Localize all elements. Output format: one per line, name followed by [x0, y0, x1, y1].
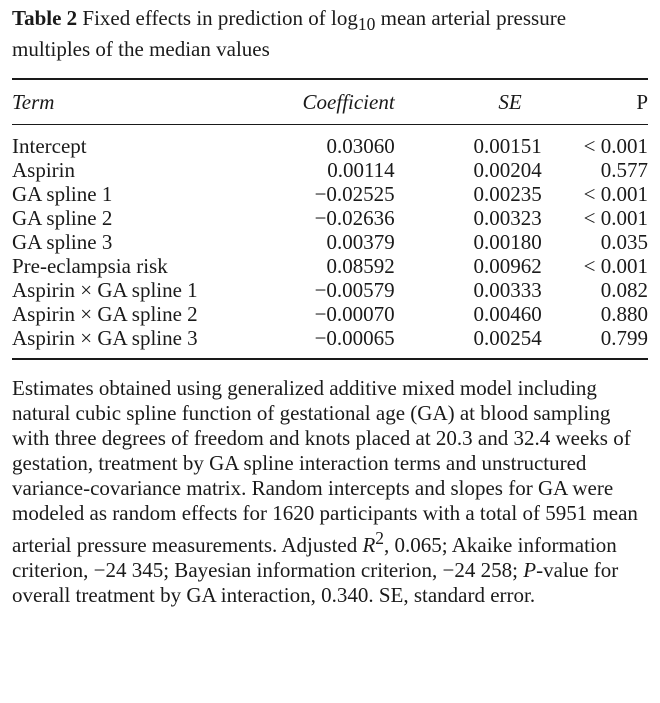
p-cell: 0.035	[600, 230, 648, 255]
table-header	[12, 80, 648, 125]
term-cell: GA spline 3	[12, 230, 113, 255]
p-cell: < 0.001	[583, 182, 648, 207]
coefficient-cell: 0.00114	[327, 158, 395, 183]
caption-text-before-sub: Fixed effects in prediction of log	[82, 6, 358, 30]
footnote-p-symbol: P	[523, 558, 537, 583]
se-cell: 0.00323	[473, 206, 542, 231]
se-cell: 0.00204	[473, 158, 542, 183]
coefficient-cell: 0.00379	[326, 230, 395, 255]
table-bottom-rule	[12, 358, 648, 360]
header-row	[12, 80, 648, 124]
table-row	[12, 254, 648, 278]
term-cell: GA spline 2	[12, 206, 113, 231]
table-row	[12, 326, 648, 358]
se-cell: 0.00180	[473, 230, 542, 255]
term-cell: Pre-eclampsia risk	[12, 254, 168, 279]
table-row	[12, 302, 648, 326]
footnote-part3: -value for overall treatment by GA interaction, 0.340. SE, standard error.	[12, 558, 619, 608]
term-cell: GA spline 1	[12, 182, 113, 207]
coefficient-cell: 0.03060	[326, 134, 395, 159]
table-caption	[12, 6, 642, 62]
table-row	[12, 158, 648, 182]
coefficient-cell: −0.00070	[314, 302, 395, 327]
table-footnote	[12, 376, 642, 608]
term-cell: Aspirin × GA spline 1	[12, 278, 198, 303]
table-row	[12, 230, 648, 254]
coefficient-cell: 0.08592	[326, 254, 395, 279]
footnote-r-superscript: 2	[375, 528, 385, 549]
term-cell: Aspirin × GA spline 2	[12, 302, 198, 327]
se-cell: 0.00962	[473, 254, 542, 279]
table-body	[12, 125, 648, 358]
header-se: SE	[498, 89, 522, 114]
footnote-part1: Estimates obtained using generalized additive mixed model including natural cubic spline function of gestational age (GA) at blood sampling with three degrees of freedom and knots placed at 20.3 and 32.4 weeks of gestation, treatment by GA spline interaction terms and unstructured variance-covariance matrix. Random intercepts and slopes for GA were modeled as random effects for 1620 participants with a total of 5951 mean arterial pressure measurements. Adjusted	[12, 376, 638, 558]
term-cell: Aspirin × GA spline 3	[12, 326, 198, 351]
footnote-r-symbol: R	[362, 533, 376, 558]
se-cell: 0.00151	[473, 134, 542, 159]
p-cell: 0.082	[600, 278, 648, 303]
table-row	[12, 206, 648, 230]
footnote-part2: , 0.065; Akaike information criterion, −24 345; Bayesian information criterion, −24 258;	[12, 533, 617, 583]
p-cell: 0.577	[600, 158, 648, 183]
coefficient-cell: −0.00579	[314, 278, 395, 303]
se-cell: 0.00235	[473, 182, 542, 207]
se-cell: 0.00460	[473, 302, 542, 327]
table-label: Table 2	[12, 6, 78, 30]
p-cell: 0.880	[600, 302, 648, 327]
coefficient-cell: −0.02636	[314, 206, 395, 231]
coefficient-cell: −0.02525	[314, 182, 395, 207]
p-cell: < 0.001	[583, 206, 648, 231]
caption-subscript: 10	[357, 14, 376, 35]
coefficient-cell: −0.00065	[314, 326, 395, 351]
term-cell: Intercept	[12, 134, 87, 159]
table-row	[12, 182, 648, 206]
table-row	[12, 278, 648, 302]
header-coefficient: Coefficient	[302, 89, 395, 114]
caption-text-after-sub: mean arterial pressure multiples of the median values	[12, 6, 567, 62]
se-cell: 0.00333	[473, 278, 542, 303]
term-cell: Aspirin	[12, 158, 75, 183]
table-row	[12, 125, 648, 158]
header-term: Term	[12, 89, 55, 114]
p-cell: < 0.001	[583, 254, 648, 279]
p-cell: < 0.001	[583, 134, 648, 159]
header-p: P	[636, 89, 648, 114]
se-cell: 0.00254	[473, 326, 542, 351]
p-cell: 0.799	[600, 326, 648, 351]
fixed-effects-table	[12, 80, 648, 358]
